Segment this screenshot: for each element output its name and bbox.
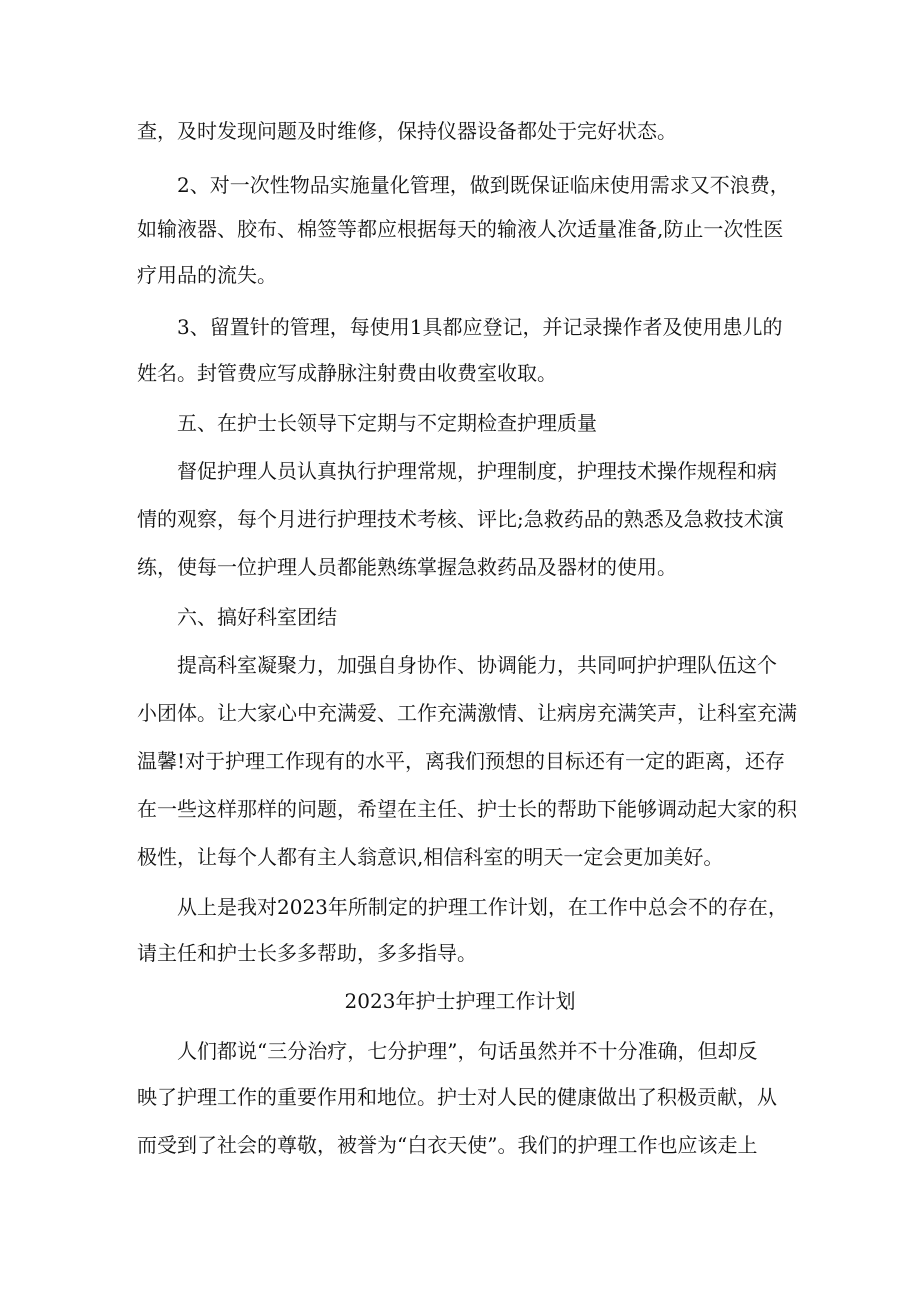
- text-line-20: 人们都说“三分治疗，七分护理”，句话虽然并不十分准确，但却反: [177, 1039, 758, 1063]
- text-line-12: 提高科室凝聚力，加强自身协作、协调能力，共同呵护护理队伍这个: [177, 653, 777, 677]
- text-line-15: 在一些这样那样的问题，希望在主任、护士长的帮助下能够调动起大家的积: [137, 797, 797, 821]
- text-line-22: 而受到了社会的尊敬，被誉为“白衣天使”。我们的护理工作也应该走上: [137, 1133, 758, 1157]
- document-title: 2023年护士护理工作计划: [344, 989, 576, 1013]
- text-line-3: 如输液器、胶布、棉签等都应根据每天的输液人次适量准备,防止一次性医: [137, 217, 784, 241]
- text-line-9: 情的观察，每个月进行护理技术考核、评比;急救药品的熟悉及急救技术演: [137, 507, 784, 531]
- section-heading-6: 六、搞好科室团结: [177, 605, 337, 629]
- text-line-1: 查，及时发现问题及时维修，保持仪器设备都处于完好状态。: [137, 119, 677, 143]
- text-line-21: 映了护理工作的重要作用和地位。护士对人民的健康做出了积极贡献，从: [137, 1085, 777, 1109]
- text-line-8: 督促护理人员认真执行护理常规，护理制度，护理技术操作规程和病: [177, 459, 777, 483]
- text-line-16: 极性，让每个人都有主人翁意识,相信科室的明天一定会更加美好。: [137, 845, 724, 869]
- text-line-4: 疗用品的流失。: [137, 263, 277, 287]
- text-line-13: 小团体。让大家心中充满爱、工作充满激情、让病房充满笑声，让科室充满: [137, 701, 797, 725]
- text-line-10: 练，使每一位护理人员都能熟练掌握急救药品及器材的使用。: [137, 555, 677, 579]
- text-line-18: 请主任和护士长多多帮助，多多指导。: [137, 941, 477, 965]
- text-line-14: 温馨!对于护理工作现有的水平，离我们预想的目标还有一定的距离，还存: [137, 749, 786, 773]
- text-line-6: 姓名。封管费应写成静脉注射费由收费室收取。: [137, 361, 557, 385]
- section-heading-5: 五、在护士长领导下定期与不定期检查护理质量: [177, 411, 597, 435]
- text-line-5: 3、留置针的管理，每使用1具都应登记，并记录操作者及使用患儿的: [177, 315, 783, 339]
- text-line-2: 2、对一次性物品实施量化管理，做到既保证临床使用需求又不浪费，: [177, 173, 790, 197]
- text-line-17: 从上是我对2023年所制定的护理工作计划，在工作中总会不的存在，: [177, 895, 788, 919]
